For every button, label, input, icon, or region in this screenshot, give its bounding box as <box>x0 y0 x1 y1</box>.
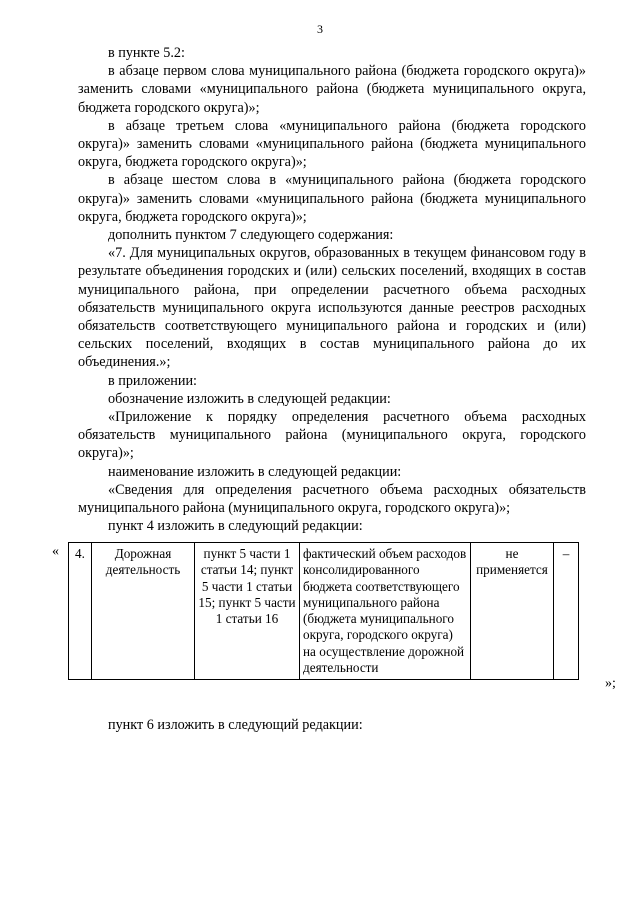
paragraph: в абзаце первом слова муниципального района (бюджета городского округа)» заменить словами «муниципального района (бюджета муниципального округа, бюджета городского округа)»; <box>78 63 586 116</box>
cell-coefficient: не применяется <box>471 543 554 680</box>
cell-note: – <box>554 543 579 680</box>
open-quote: « <box>52 544 59 559</box>
page-number: 3 <box>317 22 323 36</box>
cell-indicator: фактический объем расходов консолидированного бюджета соответствующего муниципального района (бюджета муниципального округа, городского округа) на осуществление дорожной деятельности <box>300 543 471 680</box>
cell-name: Дорожная деятельность <box>92 543 195 680</box>
paragraph: пункт 4 изложить в следующий редакции: <box>108 518 363 535</box>
paragraph: в приложении: <box>108 372 197 389</box>
paragraph: в пункте 5.2: <box>108 45 185 61</box>
document-body <box>78 44 586 535</box>
amendment-table <box>68 542 579 680</box>
close-quote: »; <box>605 676 616 691</box>
paragraph: пункт 6 изложить в следующий редакции: <box>108 717 363 733</box>
paragraph: в абзаце шестом слова в «муниципального района (бюджета городского округа)» заменить словами «муниципального района (бюджета муниципального округа, бюджета городского округа)»; <box>78 172 586 225</box>
table-row <box>69 543 579 680</box>
cell-legal-basis: пункт 5 части 1 статьи 14; пункт 5 части 1 статьи 15; пункт 5 части 1 статьи 16 <box>195 543 300 680</box>
paragraph: «7. Для муниципальных округов, образованных в текущем финансовом году в результате объединения городских и (или) сельских поселений, входящих в состав муниципального района, при определении расчетного объема расходных обязательств муниципального округа используются данные реестров расходных обязательств соответствующего муниципального района и городских и (или) сельских поселений, входящих в состав муниципального района до их объединения.»; <box>78 245 586 371</box>
paragraph: дополнить пунктом 7 следующего содержания: <box>108 227 394 244</box>
paragraph: обозначение изложить в следующей редакции: <box>108 390 391 407</box>
after-table-text <box>78 716 586 734</box>
paragraph: «Приложение к порядку определения расчетного объема расходных обязательств муниципального района (муниципального округа, городского округа)»; <box>78 409 586 462</box>
paragraph: наименование изложить в следующей редакции: <box>108 463 402 480</box>
paragraph: в абзаце третьем слова «муниципального района (бюджета городского округа)» заменить словами «муниципального района (бюджета муниципального округа, бюджета городского округа)»; <box>78 117 586 171</box>
paragraph: «Сведения для определения расчетного объема расходных обязательств муниципального района (муниципального округа, городского округа)»; <box>78 481 586 517</box>
cell-number: 4. <box>69 543 92 680</box>
